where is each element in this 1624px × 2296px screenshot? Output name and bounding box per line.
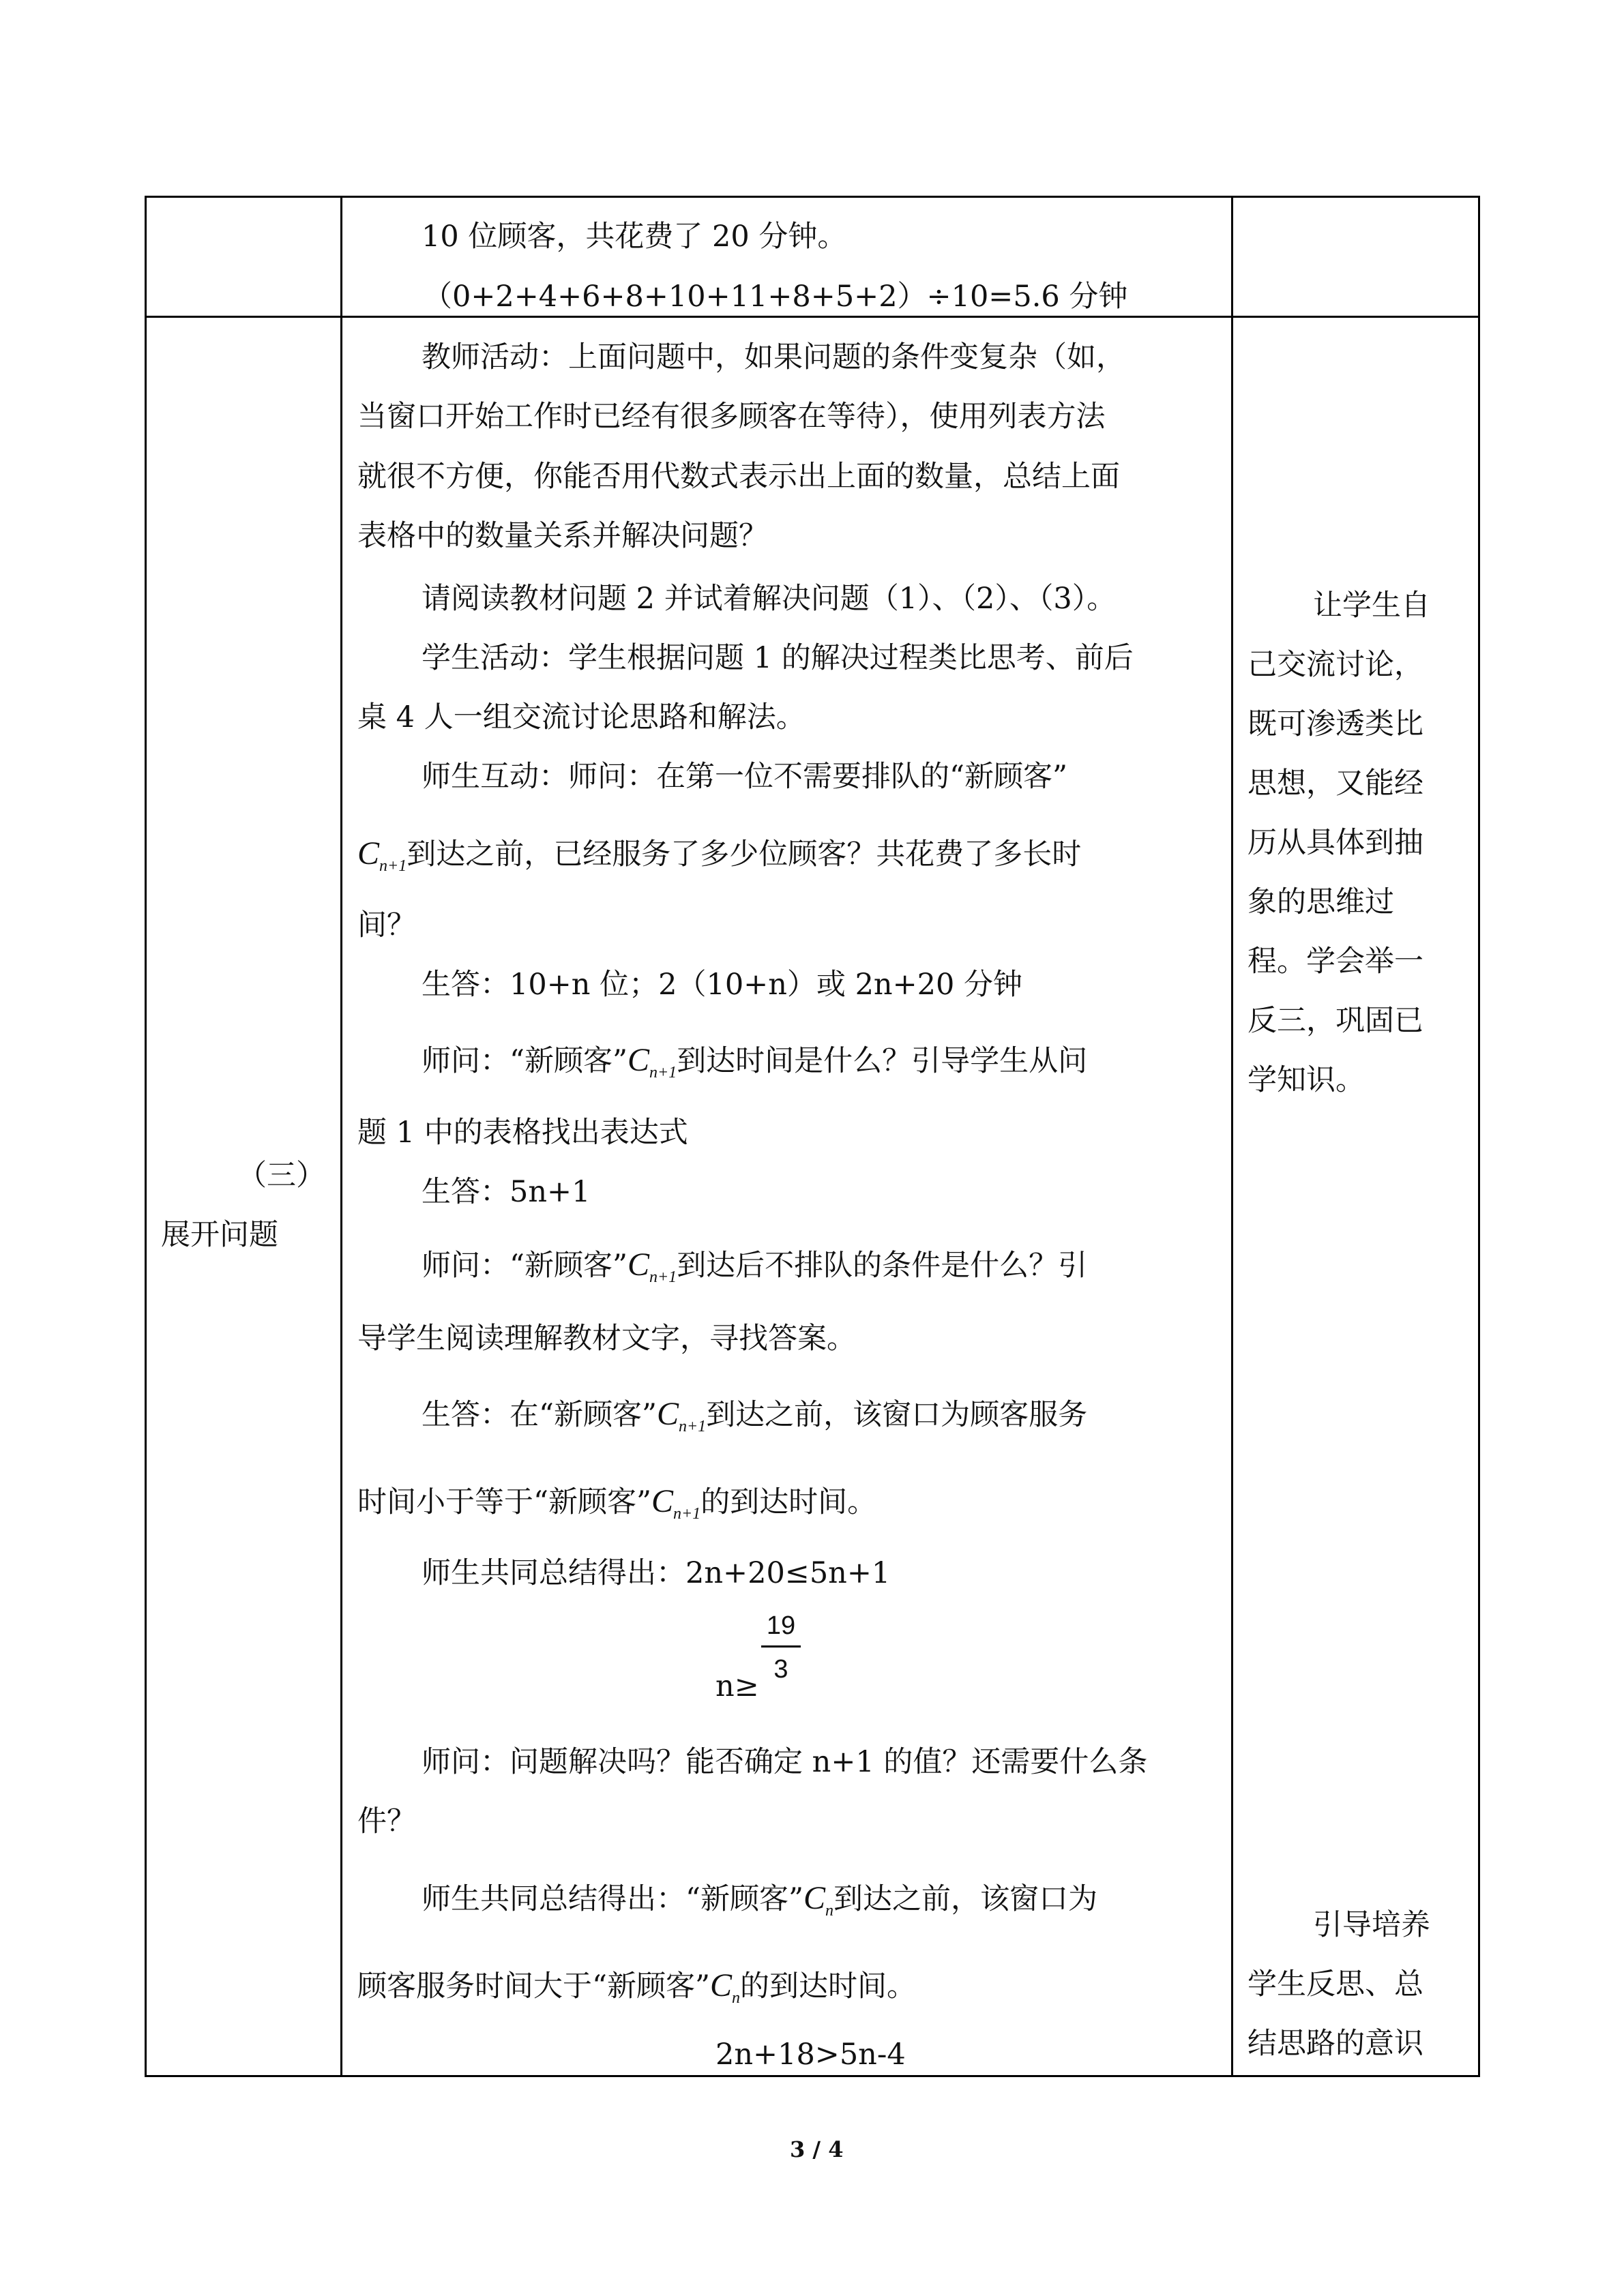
section-title: 展开问题 — [161, 1218, 278, 1252]
para-interaction-line2: $C_{n+1}$到达之前，已经服务了多少位顾客？共花费了多长时 — [357, 835, 1082, 875]
row1-text-1: 10 位顾客，共花费了 20 分钟。 — [422, 220, 847, 254]
fraction-bar — [761, 1645, 801, 1648]
answer-2: 生答：5n+1 — [422, 1175, 591, 1209]
row1-text-2: （0+2+4+6+8+10+11+8+5+2）÷10=5.6 分钟 — [423, 280, 1128, 314]
table-col-divider-2 — [1231, 196, 1233, 2077]
answer-1: 生答：10+n 位；2（10+n）或 2n+20 分钟 — [422, 968, 1023, 1002]
para-interaction-line1: 师生互动：师问：在第一位不需要排队的“新顾客” — [422, 760, 1067, 794]
table-border-bottom — [145, 2075, 1479, 2077]
table-row-divider — [145, 316, 1479, 318]
fraction-numerator: 19 — [766, 1611, 796, 1640]
inequality-2: 2n+18>5n-4 — [715, 2038, 906, 2072]
para-teacher-activity-line2: 当窗口开始工作时已经有很多顾客在等待），使用列表方法 — [357, 400, 1106, 434]
inequality-prefix: n≥ — [715, 1669, 759, 1703]
note2-line2: 学生反思、总 — [1247, 1967, 1423, 2001]
summary-2-line2: 顾客服务时间大于“新顾客$”C_n$的到达时间。 — [357, 1967, 916, 2007]
para-student-activity-line2: 桌 4 人一组交流讨论思路和解法。 — [357, 700, 806, 734]
para-read-textbook: 请阅读教材问题 2 并试着解决问题（1）、（2）、（3）。 — [422, 582, 1117, 616]
question-3-line1: 师问：“新顾客$”C_{n+1}$到达后不排队的条件是什么？引 — [422, 1247, 1088, 1286]
note1-line7: 程。学会举一 — [1247, 944, 1423, 979]
note2-line1: 引导培养 — [1313, 1908, 1430, 1942]
question-4-line2: 件？ — [357, 1804, 416, 1838]
table-border-right — [1478, 196, 1480, 2077]
page-number: 3 / 4 — [790, 2136, 844, 2162]
table-border-top — [145, 196, 1479, 198]
note1-line2: 己交流讨论， — [1247, 648, 1423, 682]
para-teacher-activity-line3: 就很不方便，你能否用代数式表示出上面的数量，总结上面 — [357, 460, 1120, 494]
para-teacher-activity-line1: 教师活动：上面问题中，如果问题的条件变复杂（如， — [422, 340, 1125, 374]
question-4-line1: 师问：问题解决吗？能否确定 n+1 的值？还需要什么条 — [422, 1745, 1148, 1779]
para-teacher-activity-line4: 表格中的数量关系并解决问题？ — [357, 519, 768, 553]
answer-3-line2: 时间小于等于“新顾客$”C_{n+1}$的到达时间。 — [357, 1483, 877, 1523]
note1-line3: 既可渗透类比 — [1247, 707, 1423, 741]
table-col-divider-1 — [340, 196, 342, 2077]
var-c-n1: C — [357, 835, 380, 871]
section-number: （三） — [237, 1159, 325, 1193]
note1-line9: 学知识。 — [1247, 1063, 1365, 1097]
question-2-line2: 题 1 中的表格找出表达式 — [357, 1116, 688, 1150]
answer-3-line1: 生答：在“新顾客$”C_{n+1}$到达之前，该窗口为顾客服务 — [422, 1396, 1088, 1435]
note1-line1: 让学生自 — [1313, 588, 1430, 623]
note1-line8: 反三，巩固已 — [1247, 1004, 1423, 1038]
para-student-activity-line1: 学生活动：学生根据问题 1 的解决过程类比思考、前后 — [422, 641, 1134, 675]
table-border-left — [145, 196, 147, 2077]
summary-2-line1: 师生共同总结得出：“新顾客$”C_n$到达之前，该窗口为 — [422, 1880, 1097, 1920]
question-2-line1: 师问：“新顾客$”C_{n+1}$到达时间是什么？引导学生从问 — [422, 1042, 1088, 1082]
para-interaction-line3: 间？ — [357, 908, 416, 942]
fraction-denominator: 3 — [773, 1655, 788, 1684]
note2-line3: 结思路的意识 — [1247, 2027, 1423, 2061]
summary-1: 师生共同总结得出：2n+20≤5n+1 — [422, 1556, 891, 1590]
question-3-line2: 导学生阅读理解教材文字，寻找答案。 — [357, 1322, 856, 1356]
note1-line6: 象的思维过 — [1247, 885, 1394, 919]
note1-line4: 思想，又能经 — [1247, 766, 1423, 801]
note1-line5: 历从具体到抽 — [1247, 826, 1423, 860]
